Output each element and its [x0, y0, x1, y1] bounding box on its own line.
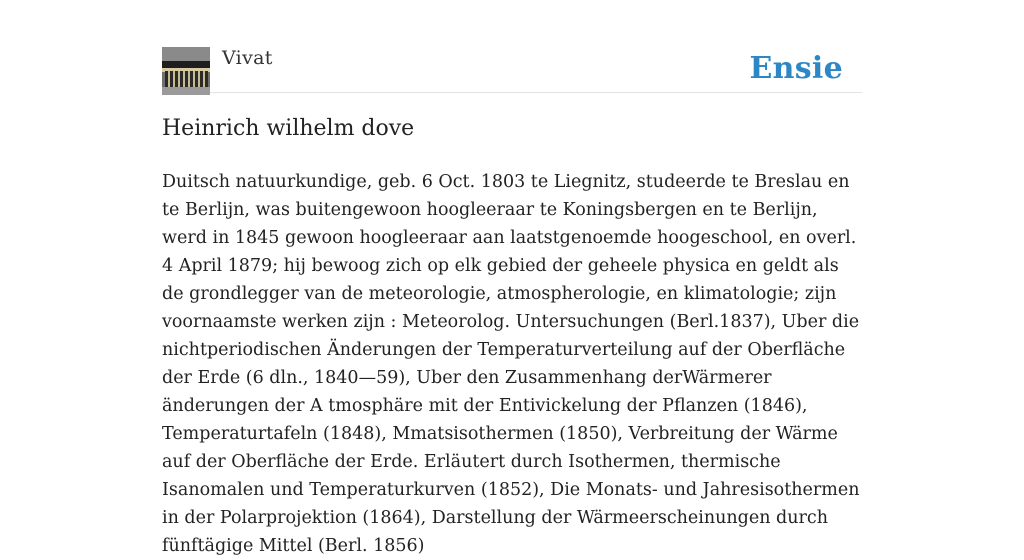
header	[162, 46, 862, 93]
source-name[interactable]: Vivat	[222, 47, 273, 69]
ensie-logo[interactable]: Ensie	[749, 51, 843, 86]
article-body: Duitsch natuurkundige, geb. 6 Oct. 1803 te Liegnitz, studeerde te Breslau en te Berlijn, was buitengewoon hoogleeraar te Koningsbergen en te Berlijn, werd in 1845 gewoon hoogleeraar aan laatstgenoemde hoogeschool, en overl. 4 April 1879; hij bewoog zich op elk gebied der geheele physica en geldt als de grondlegger van de meteorologie, atmospherologie, en klimatologie; zijn voornaamste werken zijn : Meteorolog. Untersuchungen (Berl.1837), Uber die nichtperiodischen Änderungen der Temperaturverteilung auf der Oberfläche der Erde (6 dln., 1840—59), Uber den Zusammenhang derWärmerer änderungen der A tmosphäre mit der Entivickelung der Pflanzen (1846), Temperaturtafeln (1848), Mmatsisothermen (1850), Verbreitung der Wärme auf der Oberfläche der Erde. Erläutert durch Isothermen, thermische Isanomalen und Temperaturkurven (1852), Die Monats- und Jahresisothermen in der Polarprojektion (1864), Darstellung der Wärmeerscheinungen durch fünftägige Mittel (Berl. 1856)	[162, 172, 860, 556]
page-title: Heinrich wilhelm dove	[162, 116, 415, 141]
book-spines-avatar-icon	[162, 47, 210, 95]
avatar[interactable]	[162, 47, 210, 95]
